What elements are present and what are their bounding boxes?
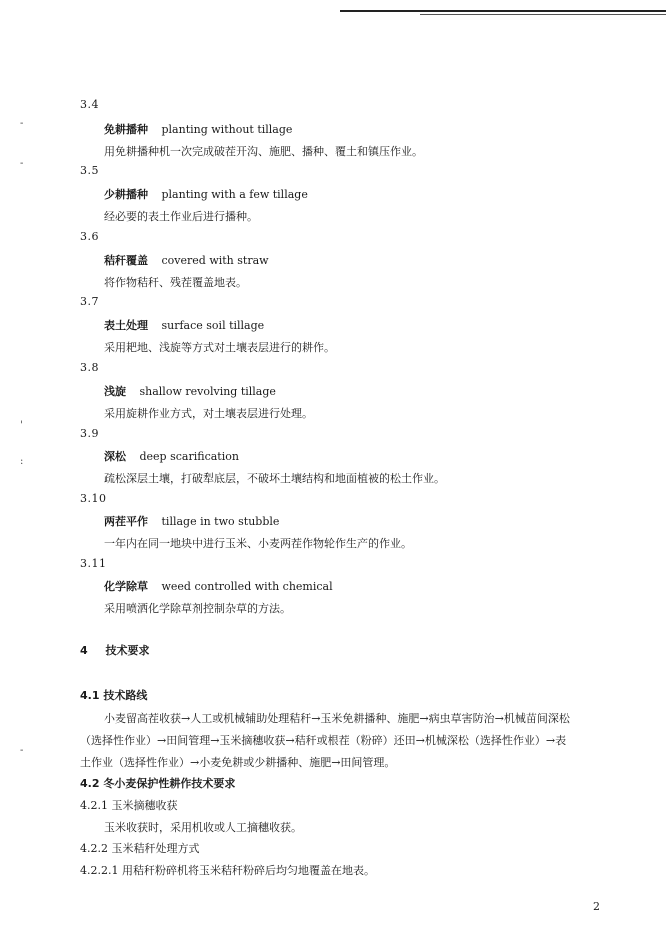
- margin-mark: -: [20, 118, 24, 129]
- term-number: 3.8: [80, 361, 99, 374]
- top-rule: [340, 10, 666, 12]
- margin-mark: :: [20, 456, 24, 467]
- term-en: shallow revolving tillage: [139, 385, 276, 398]
- term-definition: 用免耕播种机一次完成破茬开沟、施肥、播种、覆土和镇压作业。: [104, 145, 423, 158]
- term-definition: 采用旋耕作业方式，对土壤表层进行处理。: [104, 407, 313, 420]
- margin-mark: ': [20, 420, 23, 431]
- term-zh: 两茬平作: [104, 515, 148, 528]
- term-definition: 采用耙地、浅旋等方式对土壤表层进行的耕作。: [104, 341, 335, 354]
- paragraph-line: （选择性作业）→田间管理→玉米摘穗收获→秸秆或根茬（粉碎）还田→机械深松（选择性作业）→表: [80, 734, 567, 747]
- section-title: 技术要求: [105, 644, 150, 657]
- term-number: 3.7: [80, 295, 99, 308]
- term-en: tillage in two stubble: [161, 515, 280, 528]
- term-zh: 化学除草: [104, 580, 148, 593]
- paragraph-line: 4.2.2.1 用秸秆粉碎机将玉米秸秆粉碎后均匀地覆盖在地表。: [80, 864, 375, 877]
- paragraph-line: 玉米收获时，采用机收或人工摘穗收获。: [104, 821, 302, 834]
- term-definition: 经必要的表土作业后进行播种。: [104, 210, 258, 223]
- term-definition: 采用喷洒化学除草剂控制杂草的方法。: [104, 602, 291, 615]
- term-entry: [104, 121, 292, 137]
- top-rule-thin: [420, 14, 666, 15]
- term-definition: 疏松深层土壤，打破犁底层，不破坏土壤结构和地面植被的松土作业。: [104, 472, 445, 485]
- term-en: surface soil tillage: [161, 319, 265, 332]
- term-number: 3.5: [80, 164, 99, 177]
- term-en: covered with straw: [161, 254, 269, 267]
- subsubsection-heading: 4.2.2 玉米秸秆处理方式: [80, 842, 200, 855]
- term-number: 3.11: [80, 557, 107, 570]
- term-entry: [104, 448, 239, 464]
- paragraph-line: 土作业（选择性作业）→小麦免耕或少耕播种、施肥→田间管理。: [80, 756, 396, 769]
- page-number: 2: [593, 900, 600, 913]
- term-entry: [104, 252, 269, 268]
- section-number: 4: [80, 644, 88, 657]
- subsection-heading: 4.2 冬小麦保护性耕作技术要求: [80, 777, 236, 790]
- term-en: planting with a few tillage: [161, 188, 308, 201]
- term-en: weed controlled with chemical: [161, 580, 333, 593]
- term-en: deep scarification: [139, 450, 239, 463]
- term-zh: 秸秆覆盖: [104, 254, 148, 267]
- term-entry: [104, 513, 279, 529]
- term-definition: 一年内在同一地块中进行玉米、小麦两茬作物轮作生产的作业。: [104, 537, 412, 550]
- term-entry: [104, 317, 264, 333]
- term-number: 3.10: [80, 492, 107, 505]
- term-definition: 将作物秸秆、残茬覆盖地表。: [104, 276, 247, 289]
- term-zh: 少耕播种: [104, 188, 148, 201]
- term-entry: [104, 383, 276, 399]
- paragraph-line: 小麦留高茬收获→人工或机械辅助处理秸秆→玉米免耕播种、施肥→病虫草害防治→机械苗间深松: [104, 712, 570, 725]
- term-entry: [104, 578, 333, 594]
- subsection-heading: 4.1 技术路线: [80, 689, 148, 702]
- term-number: 3.9: [80, 427, 99, 440]
- term-zh: 深松: [104, 450, 126, 463]
- section-heading: [80, 642, 150, 658]
- term-zh: 免耕播种: [104, 123, 148, 136]
- term-zh: 浅旋: [104, 385, 126, 398]
- term-en: planting without tillage: [161, 123, 293, 136]
- margin-mark: -: [20, 158, 24, 169]
- term-number: 3.6: [80, 230, 99, 243]
- margin-mark: -: [20, 745, 24, 756]
- term-zh: 表土处理: [104, 319, 148, 332]
- subsubsection-heading: 4.2.1 玉米摘穗收获: [80, 799, 178, 812]
- term-number: 3.4: [80, 98, 99, 111]
- term-entry: [104, 186, 308, 202]
